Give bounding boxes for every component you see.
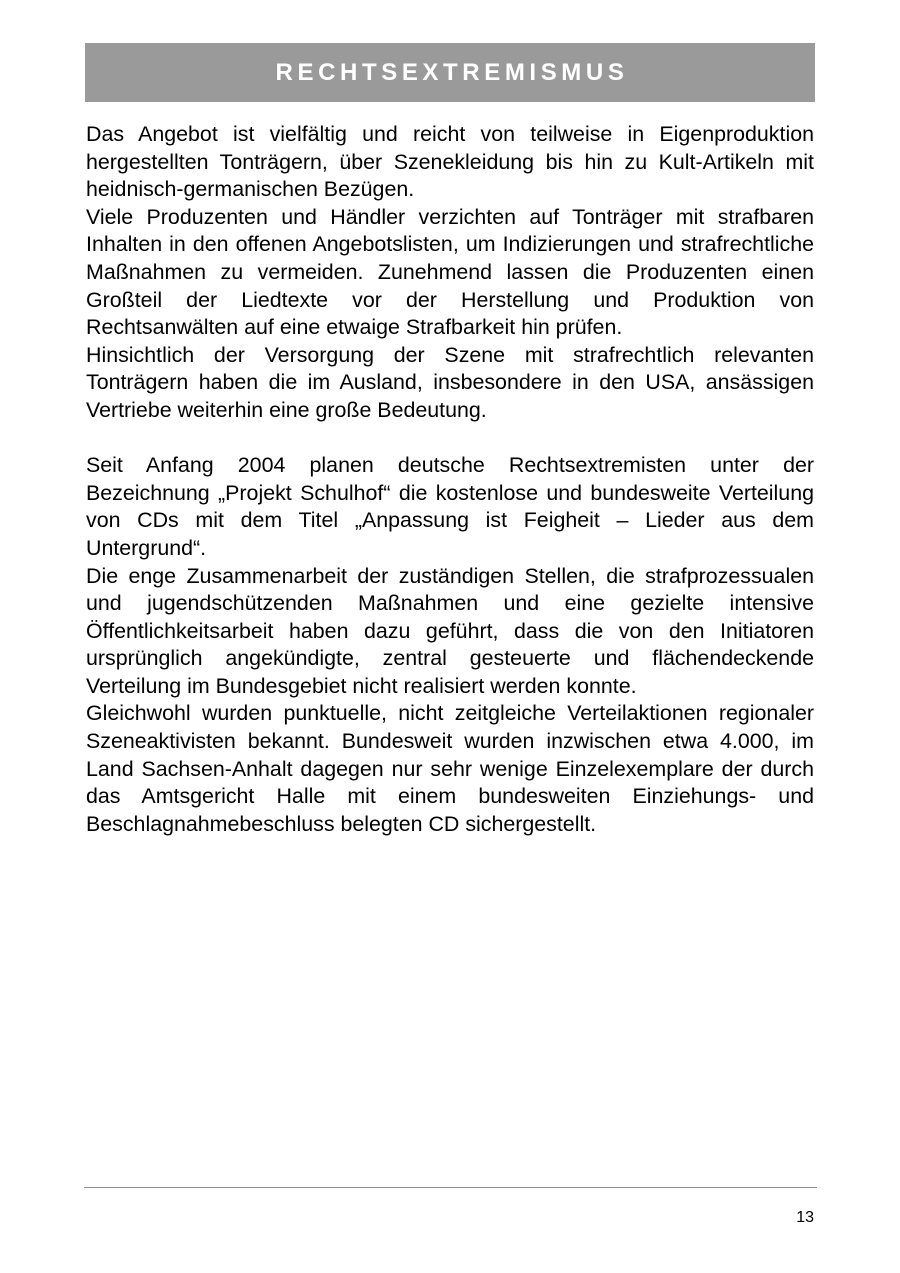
paragraph-angebot: Das Angebot ist vielfältig und reicht von teilweise in Eigenproduktion hergestellten Tonträgern, über Szenekleidung bis hin zu Kult-Artikeln mit heidnisch-germanischen Bezügen. <box>86 122 814 202</box>
paragraph-projekt-schulhof: Seit Anfang 2004 planen deutsche Rechtsextremisten unter der Bezeichnung „Projekt Schulhof“ die kostenlose und bundesweite Verteilung von CDs mit dem Titel „Anpassung ist Feigheit – Lieder aus dem Untergrund“. <box>86 453 814 560</box>
paragraph-zusammenarbeit: Die enge Zusammenarbeit der zuständigen Stellen, die strafprozessualen und jugendschützenden Maßnahmen und eine gezielte intensive Öffentlichkeitsarbeit haben dazu geführt, dass die von den Initiatoren ursprünglich angekündigte, zentral gesteuerte und flächendeckende Verteilung im Bundesgebiet nicht realisiert werden konnte. <box>86 563 814 698</box>
body-text <box>86 121 814 838</box>
paragraph-verteilaktionen: Gleichwohl wurden punktuelle, nicht zeitgleiche Verteilaktionen regionaler Szeneaktivisten bekannt. Bundesweit wurden inzwischen etwa 4.000, im Land Sachsen-Anhalt dagegen nur sehr wenige Einzelexemplare der durch das Amtsgericht Halle mit einem bundesweiten Einziehungs- und Beschlagnahmebeschluss belegten CD sichergestellt. <box>86 701 814 836</box>
paragraph-versorgung: Hinsichtlich der Versorgung der Szene mit strafrechtlich relevanten Tonträgern haben die im Ausland, insbesondere in den USA, ansässigen Vertriebe weiterhin eine große Bedeutung. <box>86 342 814 422</box>
paragraph-spacer <box>86 425 814 453</box>
footer-divider <box>84 1187 817 1188</box>
paragraph-produzenten: Viele Produzenten und Händler verzichten auf Tonträger mit strafbaren Inhalten in den offenen Angebotslisten, um Indizierungen und strafrechtliche Maßnahmen zu vermeiden. Zunehmend lassen die Produzenten einen Großteil der Liedtexte vor der Herstellung und Produktion von Rechtsanwälten auf eine etwaige Strafbarkeit hin prüfen. <box>86 204 814 340</box>
chapter-title: RECHTSEXTREMISMUS <box>275 58 629 86</box>
page-number: 13 <box>796 1209 814 1226</box>
chapter-header <box>85 43 815 102</box>
